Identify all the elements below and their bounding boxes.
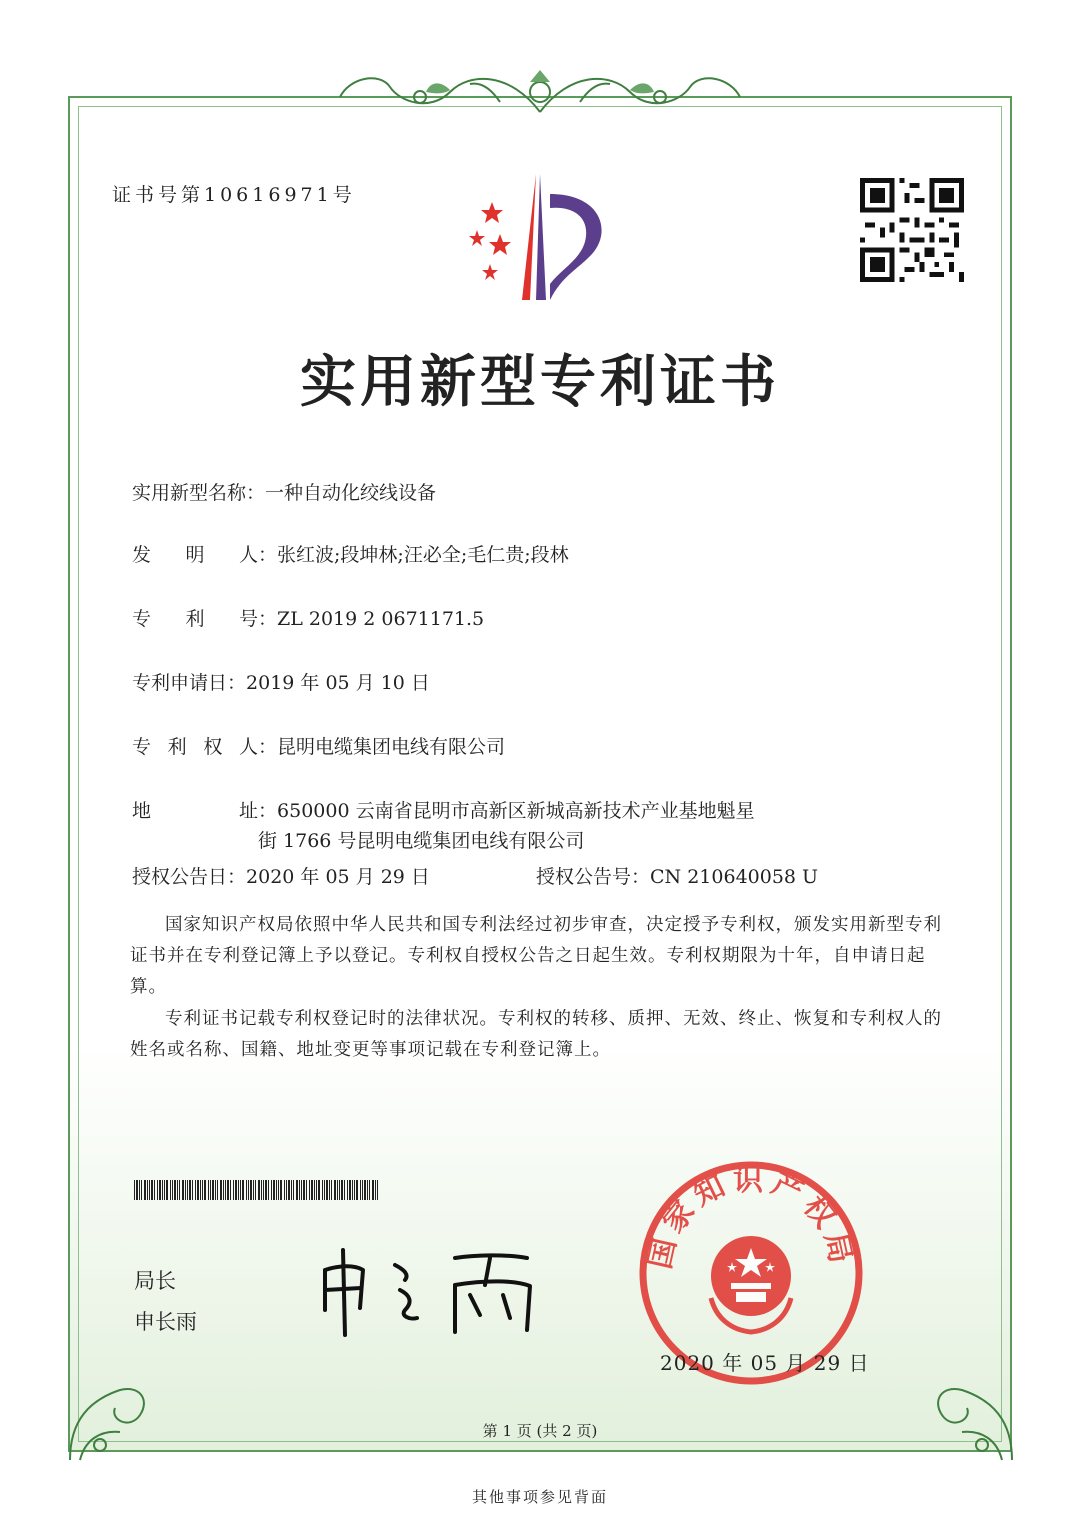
label-char: 人 — [238, 736, 258, 758]
page-number: 第 1 页 (共 2 页) — [482, 1422, 598, 1440]
label-char: 明 — [185, 544, 205, 566]
label-char: 专 — [132, 608, 152, 630]
field-colon: ： — [258, 544, 278, 566]
label-char: 人 — [238, 544, 258, 566]
field-value: 张红波;段坤林;汪必全;毛仁贵;段林 — [277, 544, 569, 566]
certificate-number: 证书号第10616971号 — [112, 184, 356, 206]
label-char: 址 — [238, 800, 258, 822]
field-value: 昆明电缆集团电线有限公司 — [277, 736, 506, 758]
field-label — [132, 540, 258, 567]
field-grant-number — [536, 862, 818, 889]
barcode — [134, 1180, 380, 1200]
bottom-right-ornament — [922, 1360, 1022, 1470]
field-value: 2020 年 05 月 29 日 — [246, 866, 430, 888]
label-char: 权 — [203, 736, 223, 758]
seal-text: 国家知识产权局 — [642, 1163, 860, 1273]
footer-note: 其他事项参见背面 — [471, 1488, 608, 1506]
label-char: 发 — [132, 544, 152, 566]
issue-date-stamp: 2020 年 05 月 29 日 — [660, 1351, 870, 1375]
handwritten-signature — [305, 1240, 545, 1340]
cnipa-logo — [452, 172, 622, 304]
field-colon: ： — [258, 800, 278, 822]
director-name: 申长雨 — [134, 1310, 197, 1334]
field-value: CN 210640058 U — [650, 866, 819, 888]
label-char: 号 — [238, 608, 258, 630]
label-char: 利 — [185, 608, 205, 630]
field-colon: ： — [258, 608, 278, 630]
label-char: 地 — [132, 800, 152, 822]
field-label: 授权公告号： — [536, 866, 651, 888]
legal-paragraph-1: 国家知识产权局依照中华人民共和国专利法经过初步审查，决定授予专利权，颁发实用新型专利证书并在专利登记簿上予以登记。专利权自授权公告之日起生效。专利权期限为十年，自申请日起算。 — [130, 915, 942, 997]
field-address-line2: 街 1766 号昆明电缆集团电线有限公司 — [258, 830, 585, 852]
field-label: 授权公告日： — [132, 866, 247, 888]
field-value: 650000 云南省昆明市高新区新城高新技术产业基地魁星 — [277, 800, 755, 822]
field-label — [132, 796, 258, 823]
legal-paragraph-2: 专利证书记载专利权登记时的法律状况。专利权的转移、质押、无效、终止、恢复和专利权人的姓名或名称、国籍、地址变更等事项记载在专利登记簿上。 — [130, 1009, 942, 1060]
field-value: 一种自动化绞线设备 — [265, 482, 437, 504]
field-utility-model-name — [132, 478, 436, 505]
field-inventor — [132, 540, 569, 567]
label-char: 专 — [132, 736, 152, 758]
field-label — [132, 732, 258, 759]
field-colon: ： — [258, 736, 278, 758]
field-address — [132, 796, 755, 823]
director-title: 局长 — [134, 1269, 176, 1293]
field-grant-date — [132, 862, 430, 889]
field-filing-date — [132, 668, 430, 695]
label-char: 利 — [167, 736, 187, 758]
top-ornament — [330, 62, 750, 122]
certificate-title: 实用新型专利证书 — [300, 350, 780, 415]
field-patent-number — [132, 604, 484, 631]
field-label: 专利申请日： — [132, 672, 247, 694]
bottom-left-ornament — [60, 1360, 160, 1470]
field-patentee — [132, 732, 505, 759]
field-label: 实用新型名称： — [132, 482, 266, 504]
field-label — [132, 604, 258, 631]
field-value: 2019 年 05 月 10 日 — [246, 672, 430, 694]
qr-code — [860, 178, 964, 282]
field-value: ZL 2019 2 0671171.5 — [277, 608, 485, 630]
